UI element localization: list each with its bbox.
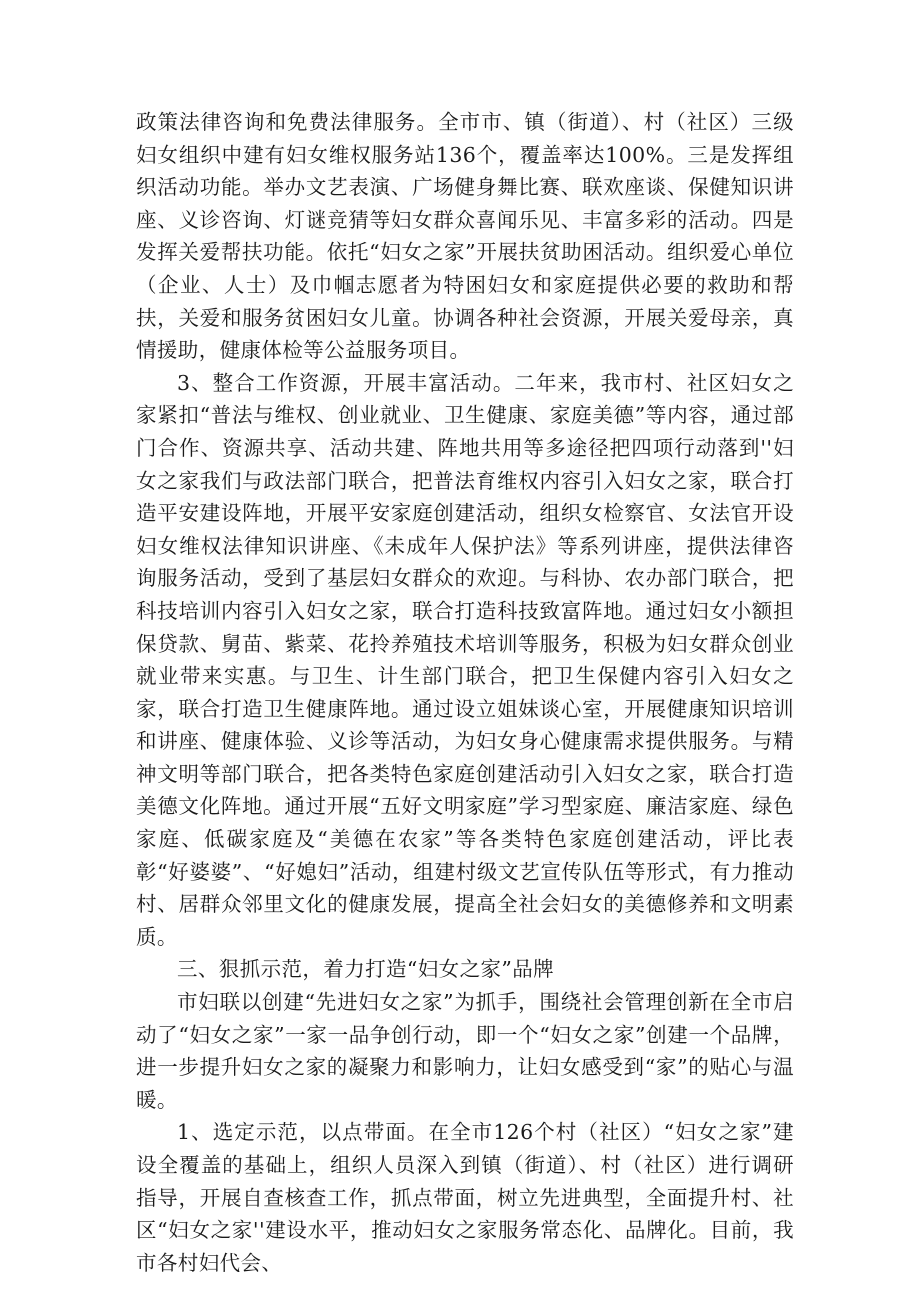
paragraph-select-demonstration: 1、选定示范，以点带面。在全市126个村（社区）“妇女之家”建设全覆盖的基础上，组织人员深入到镇（街道）、村（社区）进行调研指导，开展自查核查工作，抓点带面，树立先进典型，全面提升村、社区“妇女之家''建设水平，推动妇女之家服务常态化、品牌化。目前，我市各村妇代会、 [136,1120,794,1275]
section-heading-three: 三、狠抓示范，着力打造“妇女之家”品牌 [177,957,555,982]
document-page [136,106,794,1279]
paragraph-integrate-resources: 3、整合工作资源，开展丰富活动。二年来，我市村、社区妇女之家紧扣“普法与维权、创业就业、卫生健康、家庭美德”等内容，通过部门合作、资源共享、活动共建、阵地共用等多途径把四项行动落到''妇女之家我们与政法部门联合，把普法育维权内容引入妇女之家，联合打造平安建设阵地，开展平安家庭创建活动，组织女检察官、女法官开设妇女维权法律知识讲座、《未成年人保护法》等系列讲座，提供法律咨询服务活动，受到了基层妇女群众的欢迎。与科协、农办部门联合，把科技培训内容引入妇女之家，联合打造科技致富阵地。通过妇女小额担保贷款、舅苗、紫菜、花拎养殖技术培训等服务，积极为妇女群众创业就业带来实惠。与卫生、计生部门联合，把卫生保健内容引入妇女之家，联合打造卫生健康阵地。通过设立姐妹谈心室，开展健康知识培训和讲座、健康体验、义诊等活动，为妇女身心健康需求提供服务。与精神文明等部门联合，把各类特色家庭创建活动引入妇女之家，联合打造美德文化阵地。通过开展“五好文明家庭”学习型家庭、廉洁家庭、绿色家庭、低碳家庭及“美德在农家”等各类特色家庭创建活动，评比表彰“好婆婆”、“好媳妇”活动，组建村级文艺宣传队伍等形式，有力推动村、居群众邻里文化的健康发展，提高全社会妇女的美德修养和文明素质。 [136,370,794,949]
paragraph-services-continued: 政策法律咨询和免费法律服务。全市市、镇（街道）、村（社区）三级妇女组织中建有妇女维权服务站136个，覆盖率达100%。三是发挥组织活动功能。举办文艺表演、广场健身舞比赛、联欢座谈、保健知识讲座、义诊咨询、灯谜竞猜等妇女群众喜闻乐见、丰富多彩的活动。四是发挥关爱帮扶功能。依托“妇女之家”开展扶贫助困活动。组织爱心单位（企业、人士）及巾帼志愿者为特困妇女和家庭提供必要的救助和帮扶，关爱和服务贫困妇女儿童。协调各种社会资源，开展关爱母亲，真情援助，健康体检等公益服务项目。 [136,110,794,363]
paragraph-brand-initiative: 市妇联以创建“先进妇女之家”为抓手，围绕社会管理创新在全市启动了“妇女之家”一家一品争创行动，即一个“妇女之家”创建一个品牌，进一步提升妇女之家的凝聚力和影响力，让妇女感受到“家”的贴心与温暖。 [136,990,794,1112]
